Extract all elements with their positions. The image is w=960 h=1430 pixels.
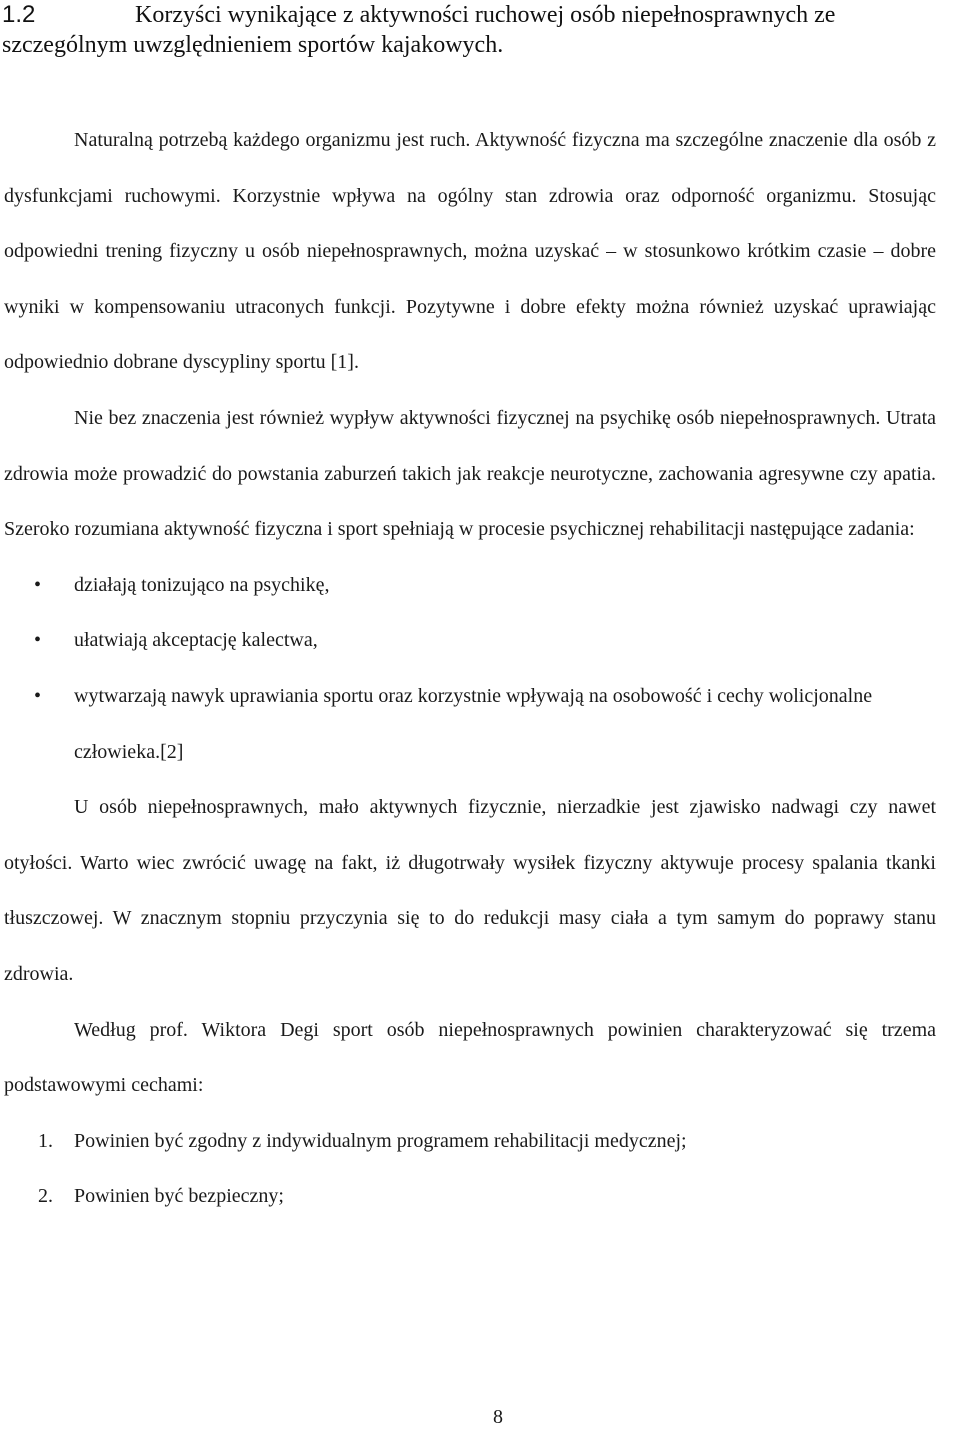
list-item xyxy=(4,1114,936,1170)
list-text: Powinien być bezpieczny; xyxy=(74,1185,284,1208)
list-item xyxy=(4,1169,936,1225)
page-number: 8 xyxy=(493,1406,503,1428)
section-number: 1.2 xyxy=(2,1,36,28)
list-text: Powinien być zgodny z indywidualnym programem rehabilitacji medycznej; xyxy=(74,1129,687,1152)
paragraph-1: Naturalną potrzebą każdego organizmu jest ruch. Aktywność fizyczna ma szczególne znaczenie dla osób z dysfunkcjami ruchowymi. Korzystnie wpływa na ogólny stan zdrowia oraz odporność organizmu. Stosując odpowiedni trening fizyczny u osób niepełnosprawnych, można uzyskać – w stosunkowo krótkim czasie – dobre wyniki w kompensowaniu utraconych funkcji. Pozytywne i dobre efekty można również uzyskać uprawiając odpowiednio dobrane dyscypliny sportu [1]. xyxy=(4,129,936,374)
paragraph-4: Według prof. Wiktora Degi sport osób niepełnosprawnych powinien charakteryzować się trzema podstawowymi cechami: xyxy=(4,1018,936,1097)
numbered-list xyxy=(4,1114,936,1225)
paragraph-3: U osób niepełnosprawnych, mało aktywnych fizycznie, nierzadkie jest zjawisko nadwagi czy nawet otyłości. Warto wiec zwrócić uwagę na fakt, iż długotrwały wysiłek fizyczny aktywuje procesy spalania tkanki tłuszczowej. W znacznym stopniu przyczynia się to do redukcji masy ciała a tym samym do poprawy stanu zdrowia. xyxy=(4,796,936,985)
paragraph-2: Nie bez znaczenia jest również wypływ aktywności fizycznej na psychikę osób niepełnosprawnych. Utrata zdrowia może prowadzić do powstania zaburzeń takich jak reakcje neurotyczne, zachowania agresywne czy apatia. Szeroko rozumiana aktywność fizyczna i sport spełniają w procesie psychicznej rehabilitacji następujące zadania: xyxy=(4,406,936,541)
list-item xyxy=(4,613,936,669)
list-number: 1. xyxy=(38,1129,53,1152)
bullet-marker: • xyxy=(34,684,42,707)
bullet-marker: • xyxy=(34,573,42,596)
section-title: Korzyści wynikające z aktywności ruchowej osób niepełnosprawnych ze szczególnym uwzględnieniem sportów kajakowych. xyxy=(2,2,836,58)
body-text xyxy=(4,113,936,1225)
bullet-marker: • xyxy=(34,629,42,652)
section-heading xyxy=(2,0,952,60)
bullet-text: ułatwiają akceptację kalectwa, xyxy=(74,629,318,652)
bullet-text: działają tonizująco na psychikę, xyxy=(74,573,330,596)
bullet-text: wytwarzają nawyk uprawiania sportu oraz korzystnie wpływają na osobowość i cechy wolicjonalne człowieka.[2] xyxy=(74,684,873,763)
list-number: 2. xyxy=(38,1185,53,1208)
bullet-list xyxy=(4,558,936,780)
list-item xyxy=(4,669,936,780)
list-item xyxy=(4,558,936,614)
